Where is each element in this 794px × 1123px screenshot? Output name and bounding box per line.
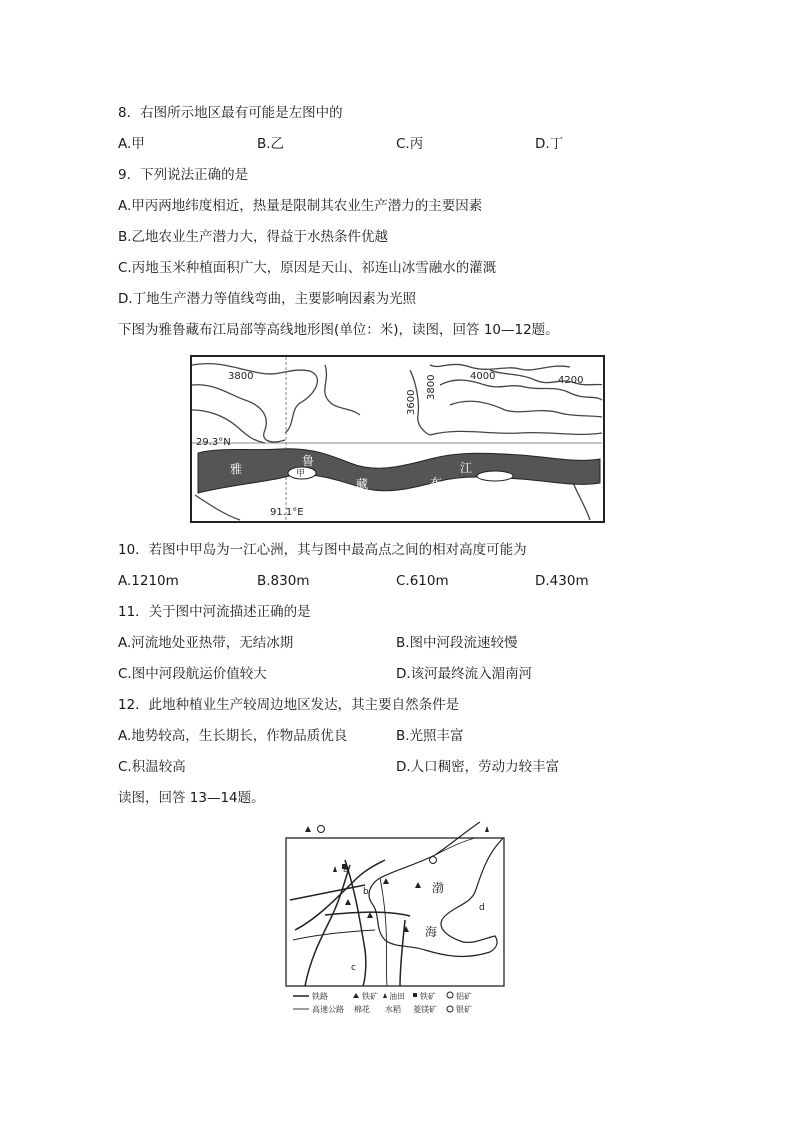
- q12-option-a: A.地势较高，生长期长，作物品质优良: [118, 728, 348, 744]
- map-frame: [286, 838, 504, 986]
- point-label: d: [479, 903, 485, 913]
- legend-item: 水稻: [385, 1005, 401, 1014]
- contour-label: 4200: [558, 375, 584, 386]
- point-label: a: [343, 865, 349, 875]
- river-char: 布: [430, 476, 443, 490]
- silver-ore-icon: [318, 826, 325, 833]
- q12-option-b: B.光照丰富: [396, 728, 464, 744]
- q10-option-a: A.1210m: [118, 573, 179, 589]
- sea-char: 渤: [432, 881, 445, 895]
- q11-stem: 11．关于图中河流描述正确的是: [118, 604, 311, 620]
- legend-item: 油田: [389, 992, 405, 1001]
- q10-stem: 10．若图中甲岛为一江心洲，其与图中最高点之间的相对高度可能为: [118, 542, 527, 558]
- q11-option-c: C.图中河段航运价值较大: [118, 666, 267, 682]
- intro-10-12: 下图为雅鲁藏布江局部等高线地形图(单位：米)，读图，回答 10—12题。: [118, 322, 559, 338]
- contour-map: [190, 355, 605, 523]
- q10-option-c: C.610m: [396, 573, 449, 589]
- legend-item: 铁矿: [362, 992, 378, 1001]
- q12-option-c: C.积温较高: [118, 759, 186, 775]
- q9-option-c: C.丙地玉米种植面积广大，原因是天山、祁连山冰雪融水的灌溉: [118, 260, 497, 276]
- q10-option-d: D.430m: [535, 573, 589, 589]
- intro-13-14: 读图，回答 13—14题。: [118, 790, 265, 806]
- legend-aluminum-icon: [447, 992, 453, 998]
- legend-item: 铝矿: [456, 992, 472, 1001]
- q8-option-b: B.乙: [257, 136, 285, 152]
- contour-label: 3600: [406, 389, 417, 415]
- q12-option-d: D.人口稠密，劳动力较丰富: [396, 759, 560, 775]
- q8-option-a: A.甲: [118, 136, 145, 152]
- point-label: b: [363, 887, 369, 897]
- point-label: c: [351, 963, 356, 973]
- contour-label: 4000: [470, 371, 496, 382]
- river-char: 雅: [230, 462, 243, 476]
- longitude-label: 91.1°E: [270, 507, 304, 518]
- contour-label: 3800: [228, 371, 254, 382]
- q12-stem: 12．此地种植业生产较周边地区发达，其主要自然条件是: [118, 697, 460, 713]
- river-char: 江: [460, 461, 473, 475]
- river-char: 鲁: [302, 454, 315, 468]
- q8-stem: 8．右图所示地区最有可能是左图中的: [118, 105, 343, 121]
- bohai-map: [285, 820, 510, 1015]
- island-label: 甲: [296, 469, 306, 479]
- q9-option-b: B.乙地农业生产潜力大，得益于水热条件优越: [118, 229, 389, 245]
- q8-option-c: C.丙: [396, 136, 424, 152]
- legend-iron-icon: [413, 993, 417, 997]
- q9-stem: 9．下列说法正确的是: [118, 167, 249, 183]
- legend-item: 棉花: [354, 1005, 370, 1014]
- map-legend: [293, 991, 472, 1014]
- legend-silver-icon: [447, 1006, 453, 1012]
- q11-option-d: D.该河最终流入湄南河: [396, 666, 533, 682]
- q10-option-b: B.830m: [257, 573, 310, 589]
- latitude-label: 29.3°N: [196, 437, 231, 448]
- q8-option-d: D.丁: [535, 136, 564, 152]
- q9-option-d: D.丁地生产潜力等值线弯曲，主要影响因素为光照: [118, 291, 417, 307]
- legend-iron-icon: [353, 993, 359, 998]
- q11-option-a: A.河流地处亚热带，无结冰期: [118, 635, 294, 651]
- magnesite-icon: [485, 826, 489, 832]
- q9-option-a: A.甲丙两地纬度相近，热量是限制其农业生产潜力的主要因素: [118, 198, 483, 214]
- sea-char: 海: [425, 925, 438, 939]
- legend-oil-icon: [383, 993, 387, 998]
- river-island: [477, 471, 513, 481]
- q11-option-b: B.图中河段流速较慢: [396, 635, 518, 651]
- legend-item: 铁矿: [420, 992, 436, 1001]
- river-char: 藏: [356, 477, 369, 491]
- legend-item: 银矿: [456, 1005, 472, 1014]
- legend-item: 高速公路: [312, 1005, 344, 1014]
- legend-item: 菱镁矿: [413, 1005, 437, 1014]
- contour-label: 3800: [426, 374, 437, 400]
- legend-item: 铁路: [312, 992, 328, 1001]
- iron-ore-icon: [305, 826, 311, 832]
